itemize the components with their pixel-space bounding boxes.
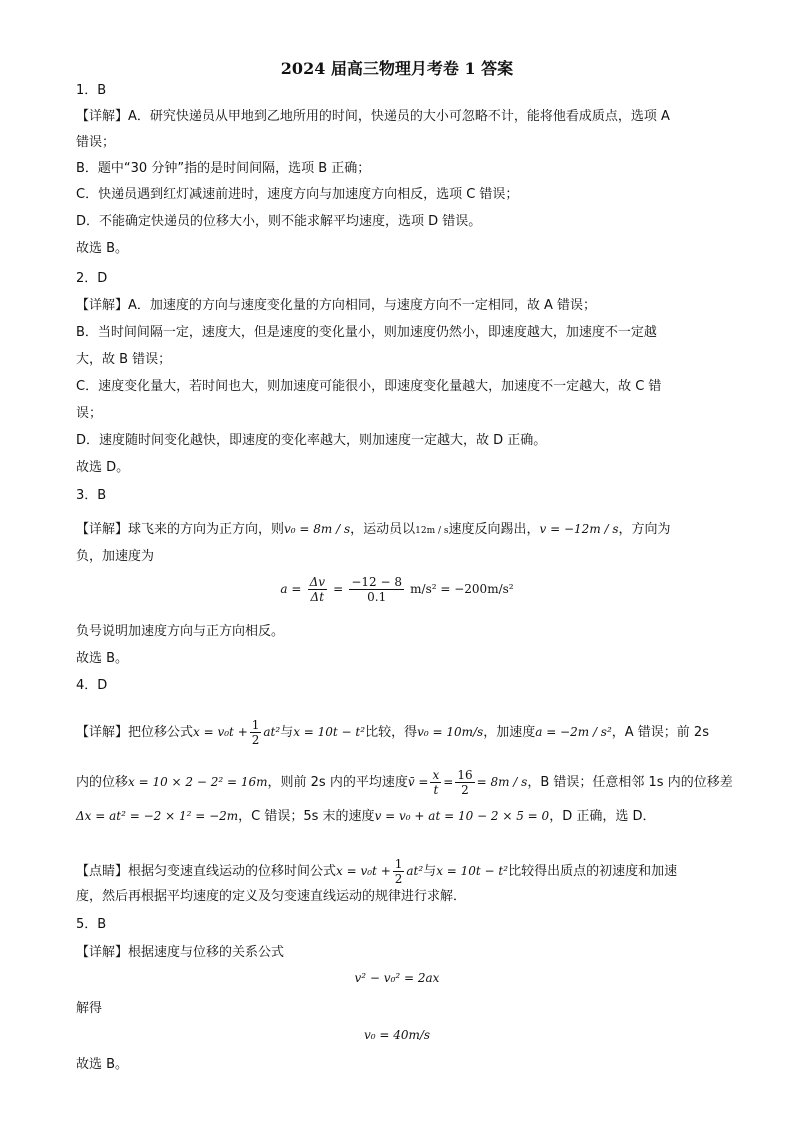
q3-line-4: 故选 B。 <box>76 651 129 666</box>
q2-answer: 2．D <box>76 271 108 286</box>
q4-half-num: 1 <box>251 718 260 732</box>
q2-line-3: 大，故 B 错误； <box>76 352 172 367</box>
q3-eq-rest: m/s² = −200m/s² <box>410 582 514 596</box>
q2-line-4: C．速度变化量大，若时间也大，则加速度可能很小，即速度变化量越大，加速度不一定越大，故 C 错 <box>76 379 662 394</box>
q3-eq-frac-1 <box>308 575 327 604</box>
q4-tip-text-2: 与 <box>423 864 437 879</box>
q4-text-7: ，则前 2s 内的平均速度 <box>267 775 408 790</box>
q2-line-5: 误； <box>76 406 103 421</box>
q3-line-3: 负号说明加速度方向与正方向相反。 <box>76 624 285 639</box>
q3-text-4: ，方向为 <box>618 522 671 537</box>
q4-tip-half-den: 2 <box>394 872 403 886</box>
q4-formula-disp: x = 10 × 2 − 2² = 16m <box>128 775 268 789</box>
q4-formula-a: a = −2m / s² <box>535 725 612 739</box>
q4-line-1 <box>76 718 709 747</box>
q4-text-10: ，D 正确，选 D． <box>549 809 656 824</box>
q3-acceleration-equation <box>0 575 794 604</box>
q4-tip-text-1: 【点睛】根据匀变速直线运动的位移时间公式 <box>76 864 337 879</box>
q4-formula-dx: Δx = at² = −2 × 1² = −2m <box>76 809 239 823</box>
q2-line-6: D．速度随时间变化越快，即速度的变化率越大，则加速度一定越大，故 D 正确。 <box>76 433 547 448</box>
q4-frac-t: t <box>433 783 439 797</box>
q3-eq-equals: = <box>333 582 344 596</box>
q3-formula-v: v = −12m / s <box>539 522 619 536</box>
q2-line-2: B．当时间间隔一定，速度大，但是速度的变化量小，则加速度仍然小，即速度越大，加速度不一定越 <box>76 325 657 340</box>
q5-equation-1: v² − v₀² = 2ax <box>354 971 440 985</box>
q4-answer: 4．D <box>76 678 108 693</box>
q4-frac-16: 16 <box>457 768 473 782</box>
q4-text-6: 内的位移 <box>76 775 129 790</box>
q1-line-3: B．题中“30 分钟”指的是时间间隔，选项 B 正确； <box>76 161 371 176</box>
q4-line-2 <box>76 768 733 797</box>
q3-formula-12: 12m / s <box>415 526 449 536</box>
q5-line-2: 解得 <box>76 1001 103 1016</box>
q4-formula-frac-xt <box>430 768 441 797</box>
q3-eq-den-2: 0.1 <box>367 590 387 604</box>
q3-answer: 3．B <box>76 488 107 503</box>
q1-line-4: C．快递员遇到红灯减速前进时，速度方向与加速度方向相反，选项 C 错误； <box>76 187 519 202</box>
page-title: 2024 届高三物理月考卷 1 答案 <box>280 59 514 78</box>
q4-formula-half <box>250 718 262 747</box>
q4-tip-text-3: 比较得出质点的初速度和加速 <box>508 864 678 879</box>
q3-formula-v0: v₀ = 8m / s <box>284 522 351 536</box>
q4-formula-x-a: x = v₀t + <box>193 725 248 739</box>
q4-text-2: 与 <box>280 725 294 740</box>
q4-formula-x-b: at² <box>263 725 281 739</box>
q4-text-9: ，C 错误；5s 末的速度 <box>238 809 375 824</box>
q4-formula-v0: v₀ = 10m/s <box>417 725 484 739</box>
q4-formula-eq: = <box>443 775 454 789</box>
q3-eq-num-1: Δv <box>309 575 326 589</box>
q4-formula-v5: v = v₀ + at = 10 − 2 × 5 = 0 <box>374 809 550 823</box>
q3-line-2: 负，加速度为 <box>76 549 155 564</box>
q1-answer: 1．B <box>76 83 107 98</box>
q3-text-3: 速度反向踢出， <box>448 522 540 537</box>
q3-eq-a: a = <box>280 582 302 596</box>
q4-formula-vbar: v̄ = <box>407 775 429 789</box>
q4-text-5: ，A 错误；前 2s <box>611 725 709 740</box>
q4-tip-half-num: 1 <box>394 857 403 871</box>
q4-tip-formula-half <box>393 857 405 886</box>
q4-line-3 <box>76 807 655 826</box>
q4-frac-x: x <box>432 768 440 782</box>
q1-line-1: 【详解】A．研究快递员从甲地到乙地所用的时间，快递员的大小可忽略不计，能将他看成质点，选项 A <box>76 109 670 124</box>
q4-formula-x2: x = 10t − t² <box>293 725 366 739</box>
q3-eq-num-2: −12 − 8 <box>351 575 403 589</box>
q5-line-3: 故选 B。 <box>76 1057 129 1072</box>
q4-tip-line-1 <box>76 857 677 886</box>
q2-line-7: 故选 D。 <box>76 460 130 475</box>
q4-formula-frac-16 <box>455 768 474 797</box>
q1-line-2: 错误； <box>76 135 116 150</box>
q3-text-2: ，运动员以 <box>350 522 416 537</box>
q2-line-1: 【详解】A．加速度的方向与速度变化量的方向相同，与速度方向不一定相同，故 A 错误； <box>76 298 597 313</box>
q4-tip-formula-b: at² <box>406 864 424 878</box>
q4-tip-formula-x2: x = 10t − t² <box>436 864 509 878</box>
q4-text-8: ，B 错误；任意相邻 1s 内的位移差 <box>527 775 733 790</box>
q4-formula-8ms: = 8m / s <box>476 775 528 789</box>
q5-answer: 5．B <box>76 917 107 932</box>
q5-line-1: 【详解】根据速度与位移的关系公式 <box>76 945 285 960</box>
q4-tip-formula-a: x = v₀t + <box>336 864 391 878</box>
q4-text-3: 比较，得 <box>365 725 418 740</box>
q3-eq-frac-2 <box>349 575 404 604</box>
q5-equation-2: v₀ = 40m/s <box>363 1028 431 1042</box>
q1-line-5: D．不能确定快递员的位移大小，则不能求解平均速度，选项 D 错误。 <box>76 214 482 229</box>
q4-half-den: 2 <box>251 733 260 747</box>
q4-frac-2: 2 <box>461 783 469 797</box>
q4-tip-line-2: 度，然后再根据平均速度的定义及匀变速直线运动的规律进行求解． <box>76 889 467 904</box>
q3-eq-den-1: Δt <box>310 590 325 604</box>
q3-text-1: 【详解】球飞来的方向为正方向，则 <box>76 522 285 537</box>
q4-text-4: ，加速度 <box>483 725 536 740</box>
q1-line-6: 故选 B。 <box>76 241 129 256</box>
q3-line-1 <box>76 520 671 540</box>
q4-text-1: 【详解】把位移公式 <box>76 725 194 740</box>
